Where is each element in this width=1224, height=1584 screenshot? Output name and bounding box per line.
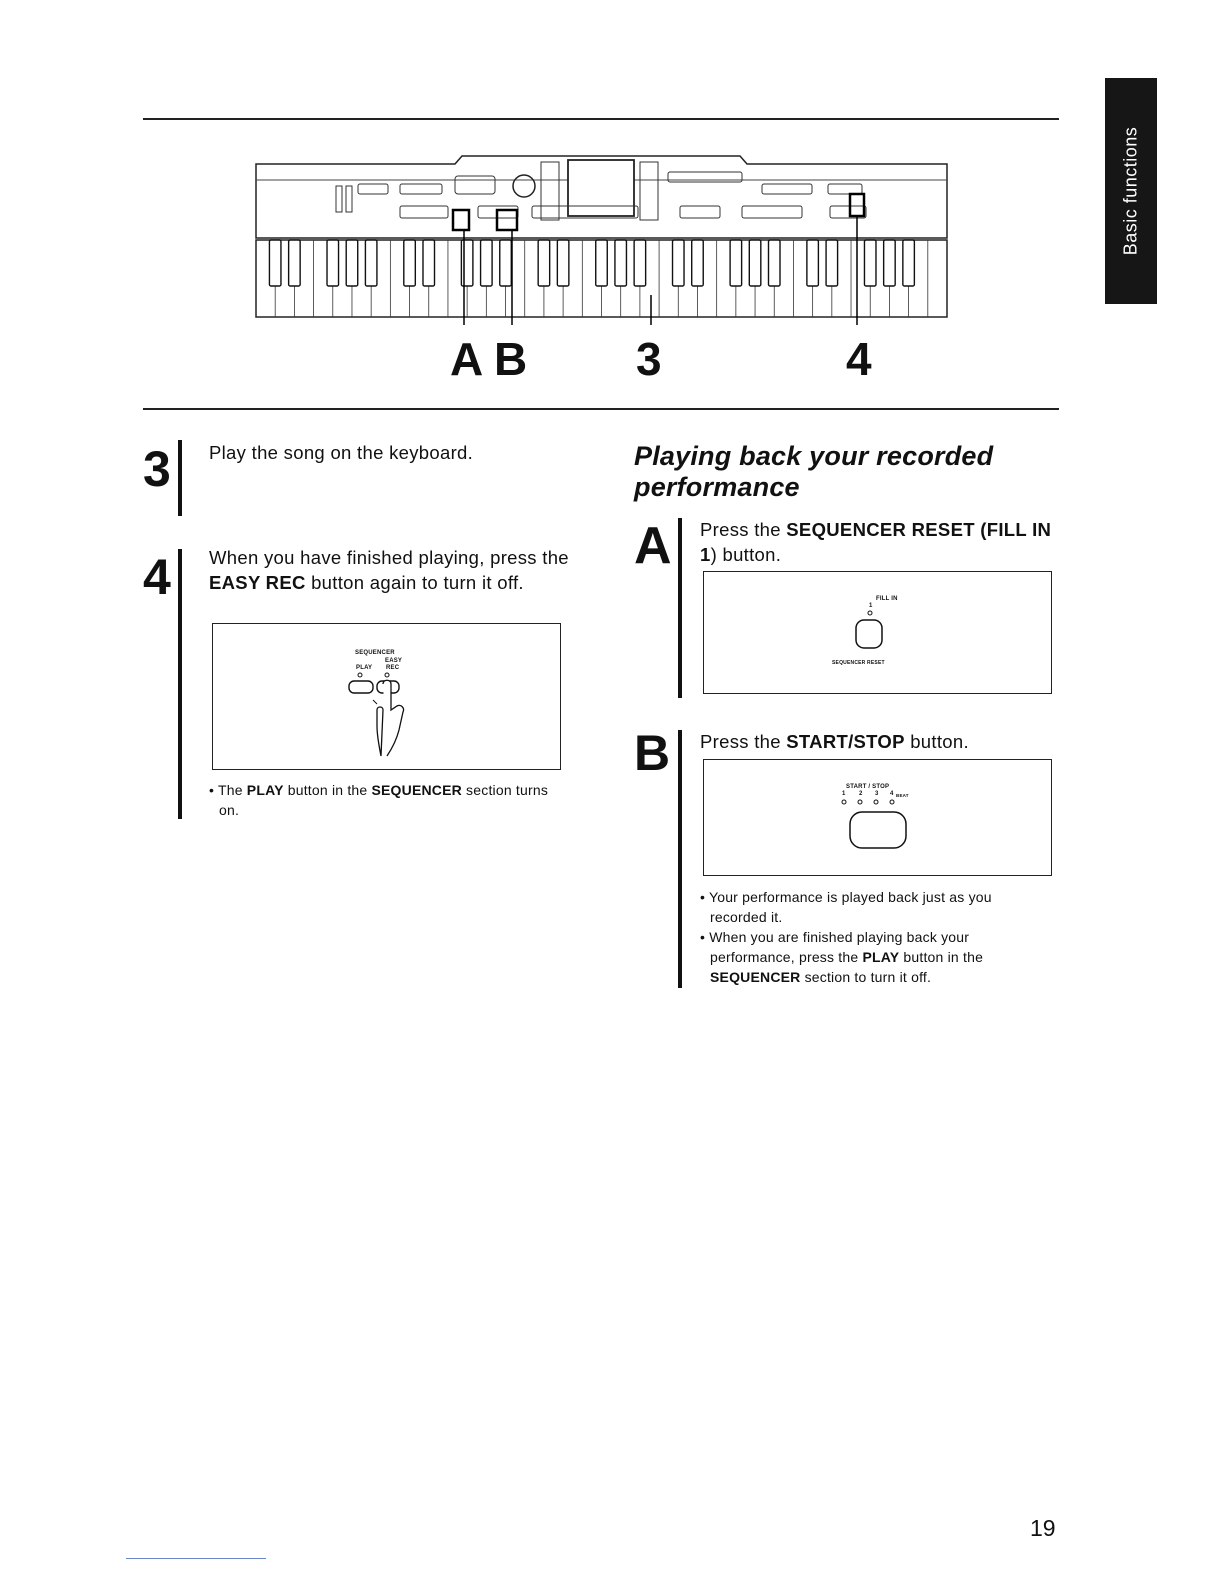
callout-a: A: [450, 333, 484, 385]
keyboard-illustration: [250, 150, 970, 325]
rec-panel-label: REC: [386, 665, 400, 671]
section-heading: Playing back your recorded performance: [634, 441, 994, 502]
step-letter-a: A: [634, 517, 672, 575]
step-number-4: 4: [143, 549, 171, 605]
callout-b: B: [494, 333, 528, 385]
callout-3: 3: [636, 333, 662, 385]
easy-rec-label: EASY REC: [209, 572, 306, 593]
sequencer-reset-label: SEQUENCER RESET: [832, 660, 885, 666]
fill-in-number: 1: [869, 603, 873, 609]
step-b-text: Press the START/STOP button.: [700, 731, 969, 752]
sequencer-reset-button-icon: [844, 610, 894, 660]
beat-3-label: 3: [875, 791, 879, 797]
beat-1-label: 1: [842, 791, 846, 797]
easy-rec-panel: [212, 623, 561, 770]
start-stop-label: START / STOP: [846, 784, 890, 790]
step-b-notes: [700, 887, 1045, 987]
section-tab: [1105, 78, 1157, 304]
callout-4: 4: [846, 333, 872, 385]
step-4-note: • The PLAY button in the SEQUENCER section turns on.: [209, 782, 549, 818]
step-a-text: Press the SEQUENCER RESET (FILL IN 1) button.: [700, 519, 1052, 565]
start-stop-panel: [703, 759, 1052, 876]
figure-bottom-rule: [143, 408, 1059, 410]
play-panel-label: PLAY: [356, 665, 373, 671]
page-number: 19: [1030, 1515, 1056, 1541]
beat-4-label: 4: [890, 791, 894, 797]
step-bar-4: [178, 549, 182, 819]
note-item: • Your performance is played back just as you recorded it.: [700, 889, 992, 925]
pressing-finger-icon: [333, 670, 443, 760]
sequencer-panel-label: SEQUENCER: [355, 650, 395, 656]
step-number-3: 3: [143, 441, 171, 497]
start-stop-button-icon: [832, 798, 912, 858]
fill-in-label: FILL IN: [876, 596, 898, 602]
step-bar-b: [678, 730, 682, 988]
figure-top-rule: [143, 118, 1059, 120]
step-3-text: Play the song on the keyboard.: [209, 442, 474, 463]
sequencer-reset-panel: [703, 571, 1052, 694]
step-bar-3: [178, 440, 182, 516]
footer-line: [126, 1558, 266, 1559]
step-4-text: When you have finished playing, press the EASY REC button again to turn it off.: [209, 547, 569, 593]
section-tab-label: Basic functions: [1120, 126, 1141, 256]
step-bar-a: [678, 518, 682, 698]
beat-label: BEAT: [896, 793, 909, 798]
note-item: • When you are finished playing back your performance, press the PLAY button in the SEQUENCER section to turn it off.: [700, 929, 984, 985]
easy-panel-label: EASY: [385, 658, 403, 664]
step-letter-b: B: [634, 725, 671, 781]
beat-2-label: 2: [859, 791, 863, 797]
